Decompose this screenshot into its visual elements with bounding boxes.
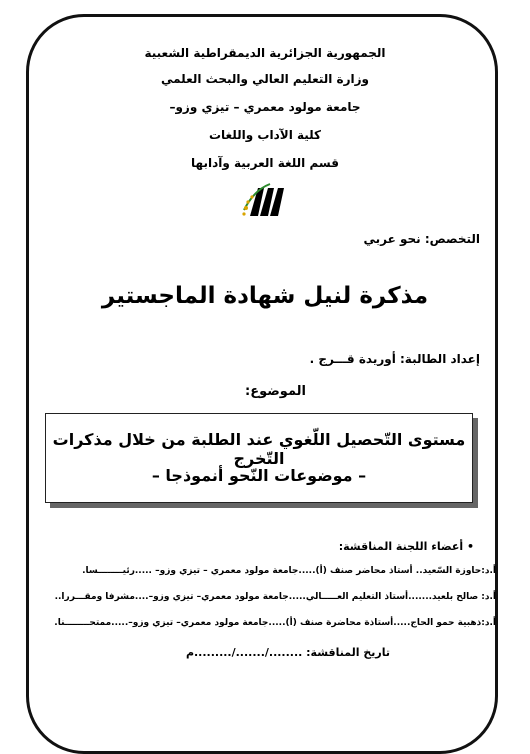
committee-member: أ.د:حاوزة السّعيد.. أستاذ محاضر صنف (أ).....جامعة مولود معمري – تيزي وزو– .....رئيــــــــسا.: [82, 566, 496, 576]
university-logo: [236, 180, 292, 222]
republic-name: الجمهورية الجزائرية الديمقراطية الشعبية: [144, 46, 386, 60]
ministry-name: وزارة التعليم العالي والبحث العلمي: [160, 72, 370, 86]
topic-box: [45, 413, 473, 503]
topic-label: الموضوع:: [245, 384, 306, 399]
department-name: قسم اللغة العربية وآدابها: [191, 156, 339, 170]
thesis-title: مذكرة لنيل شهادة الماجستير: [101, 283, 429, 309]
committee-heading: [339, 540, 474, 553]
bullet-icon: •: [466, 540, 474, 553]
topic-line-1: مستوى التّحصيل اللّغوي عند الطلبة من خلال مذكرات التّخرج: [52, 430, 466, 468]
committee-heading-text: أعضاء اللجنة المناقشة:: [338, 540, 464, 553]
faculty-name: كلية الآداب واللغات: [208, 128, 322, 142]
defense-date: تاريخ المناقشة: ......../......./.........م: [185, 646, 390, 659]
student-name: إعداد الطالبة: أوريدة قـــرج .: [309, 352, 480, 366]
committee-member: أ.د:ذهبية حمو الحاج.....أستاذة محاضرة صنف (أ).....جامعة مولود معمري– تيزي وزو–.....ممتحــــــــنا.: [54, 618, 496, 628]
topic-line-2: – موضوعات النّحو أنموذجا –: [151, 466, 367, 485]
university-name: جامعة مولود معمري – تيزي وزو–: [169, 100, 361, 114]
committee-member: أ.د: صالح بلعيد.......أستاذ التعليم العـــــالي.....جامعة مولود معمري– تيزي وزو–....مشرفا ومقـــررا..: [54, 592, 496, 602]
specialization: التخصص: نحو عربي: [363, 232, 480, 246]
